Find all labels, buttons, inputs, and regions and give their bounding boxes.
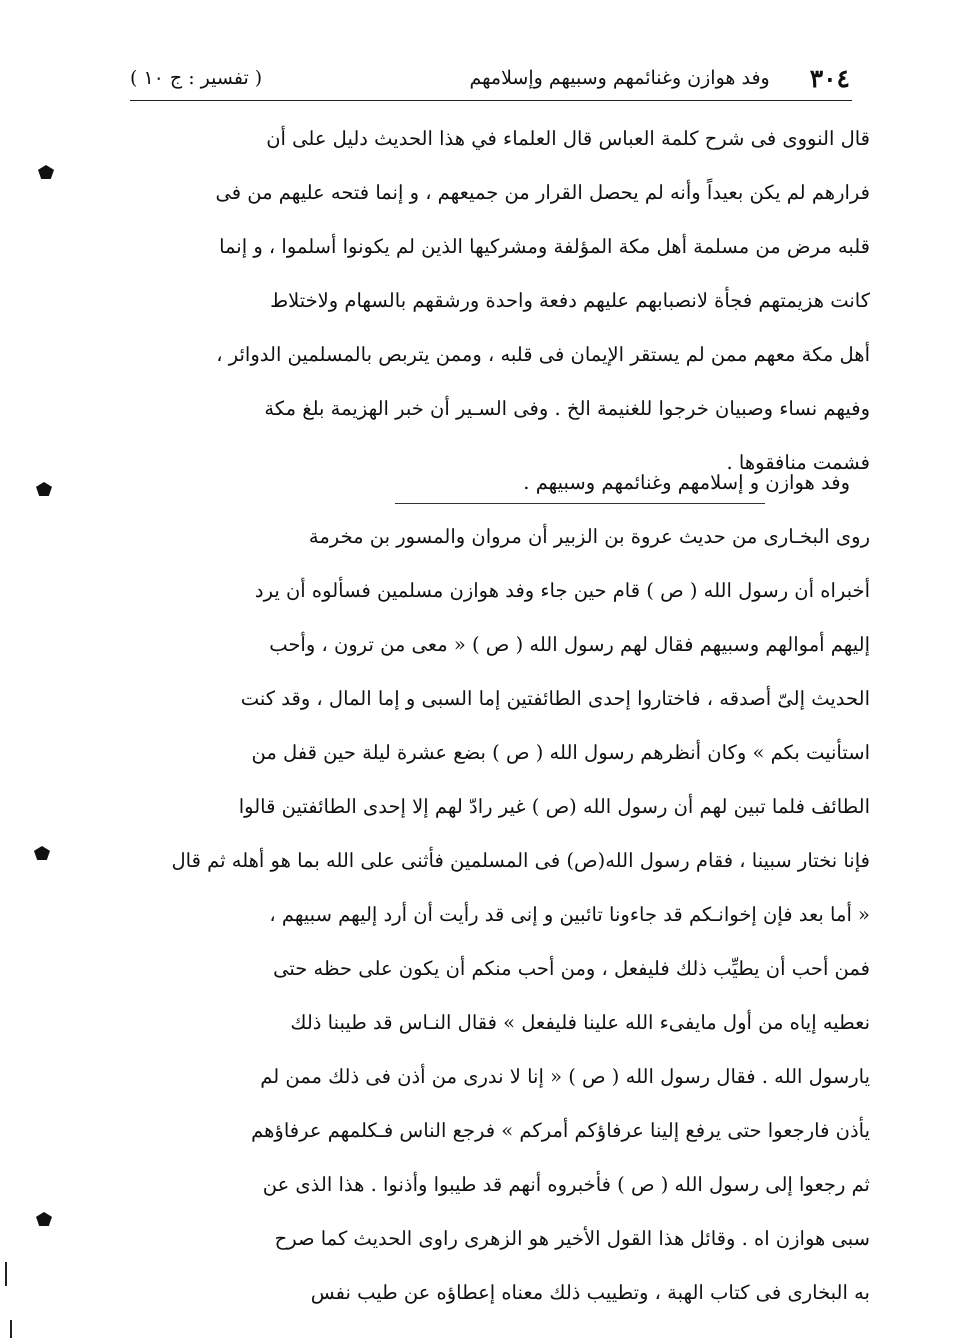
- text-line: سبى هوازن اه . وقائل هذا القول الأخير هو الزهرى راوى الحديث كما صرح: [274, 1227, 870, 1250]
- section-heading: وفد هوازن و إسلامهم وغنائمهم وسبيهم .: [523, 471, 850, 494]
- text-line: به البخارى فى كتاب الهبة ، وتطييب ذلك معناه إعطاؤه عن طيب نفس: [310, 1281, 870, 1304]
- text-line: وفيهم نساء وصبيان خرجوا للغنيمة الخ . وفى السـير أن خبر الهزيمة بلغ مكة: [264, 397, 870, 420]
- text-line: أخبراه أن رسول الله ( ص ) قام حين جاء وفد هوازن مسلمين فسألوه أن يرد: [254, 579, 870, 602]
- text-line: فرارهم لم يكن بعيداً وأنه لم يحصل القرار من جميعهم ، و إنما فتحه عليهم من فى: [215, 181, 870, 204]
- paragraph-2: [125, 510, 870, 1320]
- header-rule: [130, 100, 852, 101]
- edge-scan-mark: [5, 1262, 7, 1286]
- text-line: قلبه مرض من مسلمة أهل مكة المؤلفة ومشركيها الذين لم يكونوا أسلموا ، و إنما: [219, 235, 870, 258]
- text-line: « أما بعد فإن إخوانـكم قد جاءونا تائبين و إنى قد رأيت أن أرد إليهم سبيهم ،: [269, 903, 870, 926]
- running-header: [130, 56, 850, 100]
- text-line: ثم رجعوا إلى رسول الله ( ص ) فأخبروه أنهم قد طيبوا وأذنوا . هذا الذى عن: [262, 1173, 870, 1196]
- text-line: فإنا نختار سبينا ، فقام رسول الله(ص) فى المسلمين فأثنى على الله بما هو أهله ثم قال: [171, 849, 870, 872]
- running-title: وفد هوازن وغنائمهم وسبيهم وإسلامهم: [469, 67, 770, 89]
- heading-underline: [395, 503, 765, 504]
- text-line: إليهم أموالهم وسبيهم فقال لهم رسول الله ( ص ) « معى من ترون ، وأحب: [269, 633, 870, 656]
- text-line: كانت هزيمتهم فجأة لانصبابهم عليهم دفعة واحدة ورشقهم بالسهام ولاختلاط: [270, 289, 870, 312]
- binding-hole-mark: [34, 846, 50, 860]
- text-line: يارسول الله . فقال رسول الله ( ص ) « إنا لا ندرى من أذن فى ذلك ممن لم: [260, 1065, 870, 1088]
- binding-hole-mark: [36, 1212, 52, 1226]
- text-line: استأنيت بكم » وكان أنظرهم رسول الله ( ص ) بضع عشرة ليلة حين قفل من: [251, 741, 870, 764]
- edge-scan-mark: [10, 1320, 12, 1338]
- binding-hole-mark: [38, 165, 54, 179]
- page-number: ٣٠٤: [809, 63, 850, 93]
- binding-hole-mark: [36, 482, 52, 496]
- text-line: أهل مكة معهم ممن لم يستقر الإيمان فى قلبه ، وممن يتربص بالمسلمين الدوائر ،: [216, 343, 870, 366]
- text-line: نعطيه إياه من أول مايفىء الله علينا فليفعل » فقال النـاس قد طيبنا ذلك: [290, 1011, 870, 1034]
- text-line: فمن أحب أن يطيِّب ذلك فليفعل ، ومن أحب منكم أن يكون على حظه حتى: [273, 957, 870, 980]
- text-line: روى البخـارى من حديث عروة بن الزبير أن مروان والمسور بن مخرمة: [308, 525, 870, 548]
- paragraph-1: [125, 112, 870, 490]
- text-line: الطائف فلما تبين لهم أن رسول الله (ص ) غير رادّ لهم إلا إحدى الطائفتين قالوا: [238, 795, 870, 818]
- text-line: يأذن فارجعوا حتى يرفع إلينا عرفاؤكم أمركم » فرجع الناس فـكلمهم عرفاؤهم: [251, 1119, 870, 1142]
- text-line: قال النووى فى شرح كلمة العباس قال العلماء في هذا الحديث دليل على أن: [266, 127, 870, 150]
- text-line: الحديث إلىّ أصدقه ، فاختاروا إحدى الطائفتين إما السبى و إما المال ، وقد كنت: [240, 687, 870, 710]
- volume-reference: ( تفسير : ج ١٠ ): [130, 67, 263, 89]
- text-line: فشمت منافقوها .: [726, 451, 870, 474]
